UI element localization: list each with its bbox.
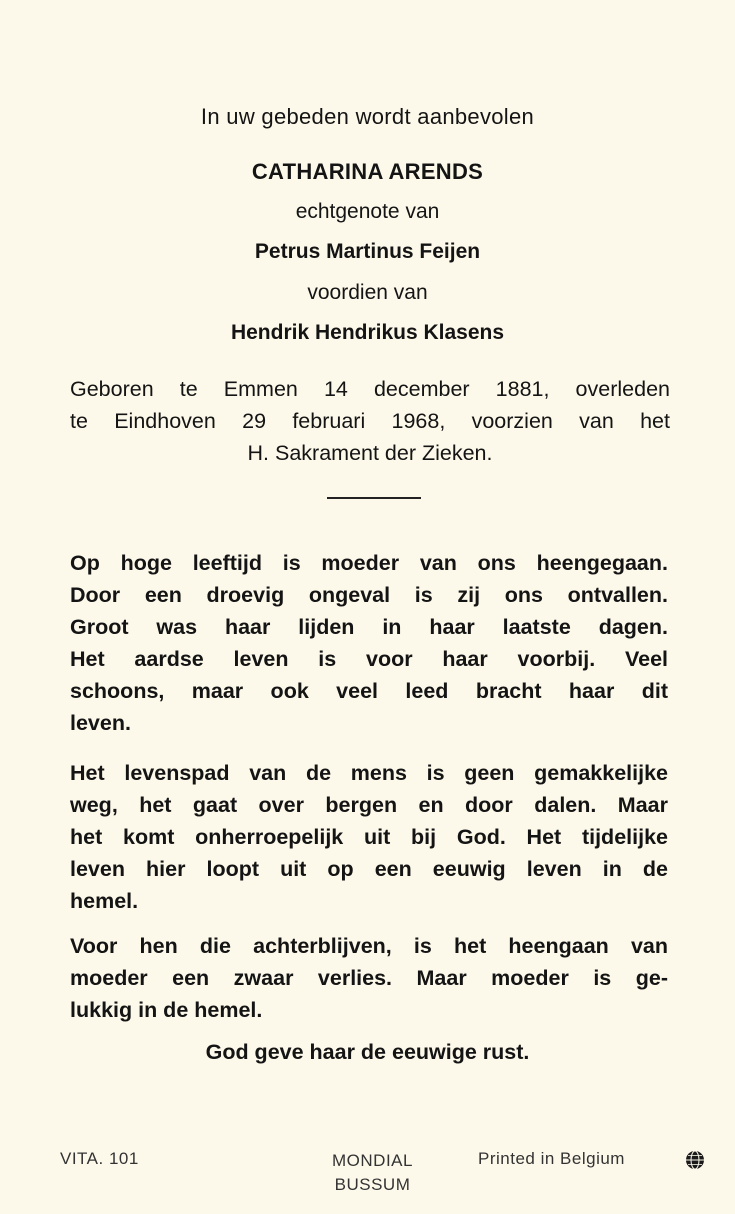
relation-line-1: echtgenote van <box>295 200 440 223</box>
deceased-name: CATHARINA ARENDS <box>251 159 484 184</box>
text-line: moeder een zwaar verlies. Maar moeder is ge- <box>70 966 668 990</box>
text-line: Op hoge leeftijd is moeder van ons heengegaan. <box>70 551 668 575</box>
spouse-name-2: Hendrik Hendrikus Klasens <box>230 321 505 344</box>
paragraph-3 <box>70 930 668 1026</box>
text-line: Door een droevig ongeval is zij ons ontvallen. <box>70 583 668 607</box>
card-code: VITA. 101 <box>60 1149 139 1168</box>
text-line: schoons, maar ook veel leed bracht haar dit <box>70 679 668 703</box>
text-line: het komt onherroepelijk uit bij God. Het tijdelijke <box>70 825 668 849</box>
text-line: Het aardse leven is voor haar voorbij. Veel <box>70 647 668 671</box>
bio-line: te Eindhoven 29 februari 1968, voorzien van het <box>70 409 670 433</box>
bio-line: H. Sakrament der Zieken. <box>247 441 493 465</box>
text-line: leven. <box>70 711 131 735</box>
globe-icon <box>685 1150 705 1170</box>
text-line: Groot was haar lijden in haar laatste dagen. <box>70 615 668 639</box>
text-line: lukkig in de hemel. <box>70 998 263 1022</box>
text-line: leven hier loopt uit op een eeuwig leven in de <box>70 857 668 881</box>
closing-prayer: God geve haar de eeuwige rust. <box>205 1040 530 1064</box>
publisher-line-1: MONDIAL <box>332 1151 413 1170</box>
bio-line: Geboren te Emmen 14 december 1881, overleden <box>70 377 670 401</box>
biography <box>70 373 670 469</box>
intro-line: In uw gebeden wordt aanbevolen <box>200 104 535 129</box>
text-line: Het levenspad van de mens is geen gemakkelijke <box>70 761 668 785</box>
text-line: weg, het gaat over bergen en door dalen. Maar <box>70 793 668 817</box>
printed-in: Printed in Belgium <box>478 1149 625 1168</box>
publisher <box>300 1149 445 1197</box>
publisher-line-2: BUSSUM <box>334 1175 411 1194</box>
relation-line-2: voordien van <box>307 281 428 304</box>
divider <box>327 497 421 499</box>
paragraph-1 <box>70 547 668 739</box>
text-line: hemel. <box>70 889 139 913</box>
text-line: Voor hen die achterblijven, is het heengaan van <box>70 934 668 958</box>
spouse-name-1: Petrus Martinus Feijen <box>254 240 481 263</box>
paragraph-2 <box>70 757 668 917</box>
